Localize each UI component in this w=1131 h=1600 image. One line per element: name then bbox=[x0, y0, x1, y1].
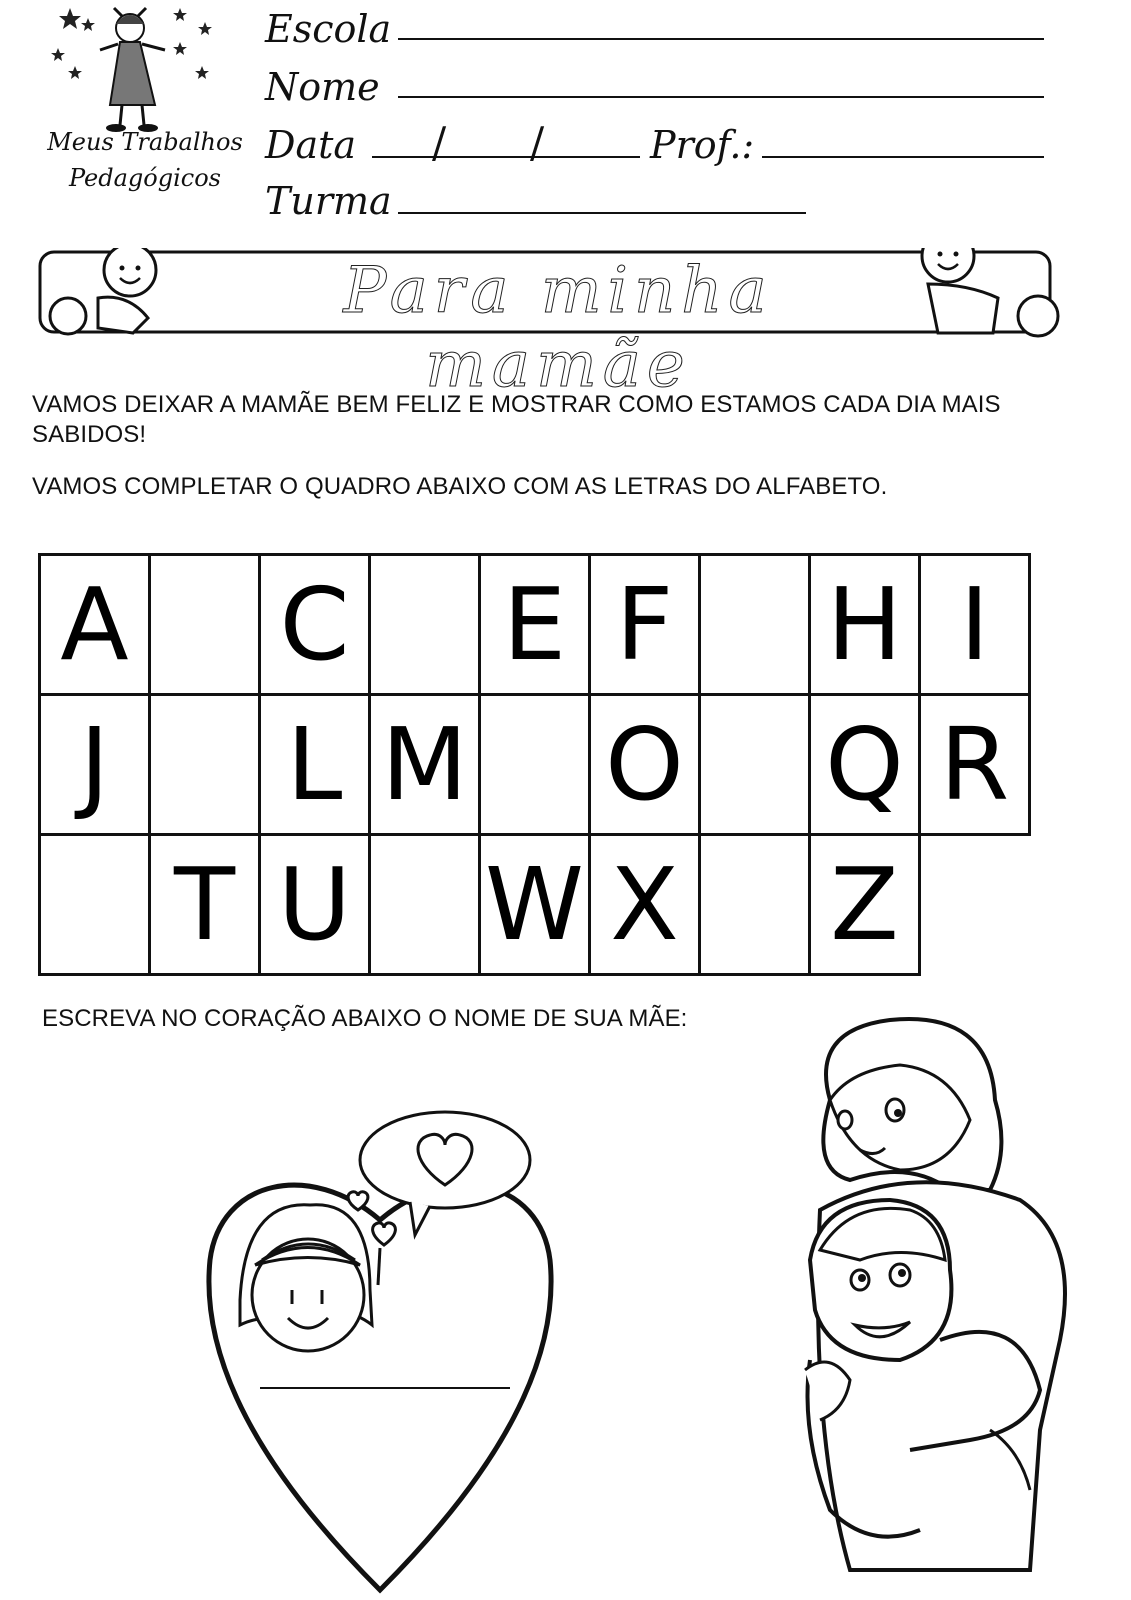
alphabet-letter: W bbox=[485, 845, 584, 963]
alphabet-cell-r2-c2[interactable] bbox=[148, 693, 261, 836]
alphabet-letter: Q bbox=[825, 705, 904, 823]
mother-hugging-child-drawing bbox=[790, 1010, 1090, 1590]
alphabet-cell-r2-c8 bbox=[808, 693, 921, 836]
alphabet-letter: X bbox=[610, 845, 679, 963]
title-banner bbox=[38, 248, 1078, 402]
alphabet-letter: M bbox=[381, 705, 468, 823]
alphabet-cell-r1-c9 bbox=[918, 553, 1031, 696]
heart-drawing bbox=[200, 1110, 580, 1595]
teacher-line[interactable] bbox=[762, 156, 1044, 158]
alphabet-cell-r2-c5[interactable] bbox=[478, 693, 591, 836]
logo bbox=[30, 0, 260, 200]
alphabet-cell-r3-c4[interactable] bbox=[368, 833, 481, 976]
alphabet-cell-r3-c1[interactable] bbox=[38, 833, 151, 976]
class-label: Turma bbox=[265, 179, 392, 223]
alphabet-cell-r3-c5 bbox=[478, 833, 591, 976]
alphabet-cell-r3-c8 bbox=[808, 833, 921, 976]
alphabet-cell-r2-c3 bbox=[258, 693, 371, 836]
alphabet-cell-r1-c5 bbox=[478, 553, 591, 696]
alphabet-cell-r3-c6 bbox=[588, 833, 701, 976]
alphabet-letter: J bbox=[79, 705, 110, 823]
alphabet-letter: A bbox=[60, 565, 129, 683]
date-line[interactable] bbox=[372, 156, 640, 158]
alphabet-cell-r1-c7[interactable] bbox=[698, 553, 811, 696]
alphabet-cell-r1-c1 bbox=[38, 553, 151, 696]
alphabet-cell-r1-c6 bbox=[588, 553, 701, 696]
alphabet-cell-r2-c1 bbox=[38, 693, 151, 836]
logo-title-line2: Pedagógicos bbox=[68, 164, 221, 192]
alphabet-letter: U bbox=[277, 845, 352, 963]
name-line[interactable] bbox=[398, 96, 1044, 98]
name-label: Nome bbox=[265, 65, 380, 109]
alphabet-letter: C bbox=[279, 565, 350, 683]
mother-child-hug-icon bbox=[790, 1010, 1090, 1590]
alphabet-grid bbox=[38, 553, 1050, 985]
alphabet-letter: R bbox=[939, 705, 1010, 823]
alphabet-cell-r2-c4 bbox=[368, 693, 481, 836]
alphabet-letter: Z bbox=[830, 845, 899, 963]
alphabet-cell-r2-c7[interactable] bbox=[698, 693, 811, 836]
teacher-label: Prof.: bbox=[650, 123, 755, 167]
logo-title-line1: Meus Trabalhos bbox=[47, 128, 243, 156]
instruction-3: ESCREVA NO CORAÇÃO ABAIXO O NOME DE SUA MÃE: bbox=[42, 1005, 688, 1032]
alphabet-letter: F bbox=[615, 565, 674, 683]
date-separator-1: / bbox=[432, 118, 447, 167]
date-label: Data bbox=[265, 123, 357, 167]
alphabet-letter: L bbox=[286, 705, 343, 823]
alphabet-letter: E bbox=[502, 565, 567, 683]
instruction-1: VAMOS DEIXAR A MAMÃE BEM FELIZ E MOSTRAR COMO ESTAMOS CADA DIA MAIS SABIDOS! bbox=[32, 391, 1001, 448]
heart-with-girl-icon bbox=[200, 1110, 580, 1595]
alphabet-cell-r1-c4[interactable] bbox=[368, 553, 481, 696]
alphabet-letter: I bbox=[959, 565, 990, 683]
alphabet-cell-r2-c9 bbox=[918, 693, 1031, 836]
class-line[interactable] bbox=[398, 212, 806, 214]
alphabet-cell-r1-c8 bbox=[808, 553, 921, 696]
alphabet-letter: H bbox=[826, 565, 903, 683]
alphabet-cell-r2-c6 bbox=[588, 693, 701, 836]
school-line[interactable] bbox=[398, 38, 1044, 40]
alphabet-cell-r1-c3 bbox=[258, 553, 371, 696]
alphabet-cell-r1-c2[interactable] bbox=[148, 553, 261, 696]
date-separator-2: / bbox=[530, 118, 545, 167]
girl-with-stars-icon bbox=[30, 0, 260, 140]
alphabet-cell-r3-c2 bbox=[148, 833, 261, 976]
alphabet-letter: O bbox=[605, 705, 684, 823]
school-label: Escola bbox=[265, 7, 392, 51]
banner-title: Para minha mamãe bbox=[343, 254, 773, 402]
instruction-2: VAMOS COMPLETAR O QUADRO ABAIXO COM AS LETRAS DO ALFABETO. bbox=[32, 473, 888, 500]
alphabet-cell-r3-c3 bbox=[258, 833, 371, 976]
alphabet-cell-r3-c7[interactable] bbox=[698, 833, 811, 976]
alphabet-letter: T bbox=[173, 845, 236, 963]
